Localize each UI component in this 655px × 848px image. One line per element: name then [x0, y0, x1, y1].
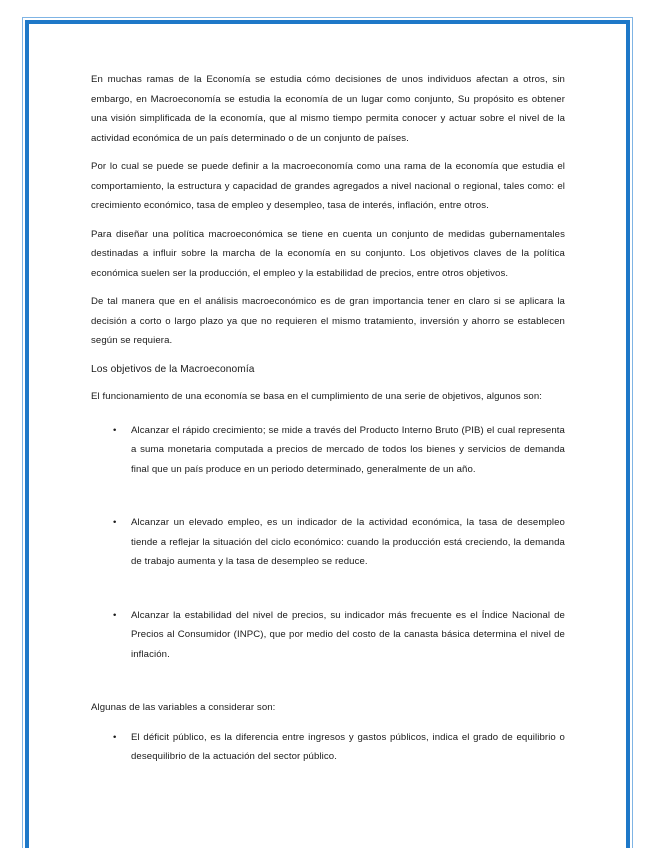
section-heading: Los objetivos de la Macroeconomía	[91, 363, 255, 375]
list-item	[91, 513, 565, 572]
paragraph: En muchas ramas de la Economía se estudia cómo decisiones de unos individuos afectan a otros, sin embargo, en Macroeconomía se estudia la economía de un lugar como conjunto, Su propósito es obtener una visión simplificada de la economía, que al mismo tiempo permita conocer y actuar sobre el nivel de la actividad económica de un país determinado o de un conjunto de países.	[91, 74, 565, 144]
paragraph: Por lo cual se puede se puede definir a la macroeconomía como una rama de la economía que estudia el comportamiento, la estructura y capacidad de grandes agregados a nivel nacional o regional, tales como: el crecimiento económico, tasa de empleo y desempleo, tasa de interés, inflación, entre otros.	[91, 161, 565, 211]
variables-intro: Algunas de las variables a considerar son:	[91, 702, 276, 713]
bullet-icon: •	[113, 517, 117, 528]
list-item-text: Alcanzar un elevado empleo, es un indicador de la actividad económica, la tasa de desempleo tiende a reflejar la situación del ciclo económico: cuando la producción está creciendo, la demanda de trabajo aumenta y la tasa de desempleo se reduce.	[131, 517, 565, 567]
bullet-icon: •	[113, 424, 117, 436]
list-item-text: Alcanzar el rápido crecimiento; se mide a través del Producto Interno Bruto (PIB) el cual representa a suma monetaria computada a precios de mercado de todos los bienes y servicios de demanda final que un país produce en un periodo determinado, generalmente de un año.	[131, 424, 565, 475]
list-item-text: El déficit público, es la diferencia entre ingresos y gastos públicos, indica el grado de equilibrio o desequilibrio de la actuación del sector público.	[131, 731, 565, 762]
paragraph: Para diseñar una política macroeconómica se tiene en cuenta un conjunto de medidas gubernamentales destinadas a influir sobre la marcha de la economía en su conjunto. Los objetivos claves de la política económica suelen ser la producción, el empleo y la estabilidad de precios, entre otros objetivos.	[91, 228, 565, 279]
bullet-icon: •	[113, 731, 117, 743]
list-item	[91, 421, 565, 480]
list-item	[91, 728, 565, 767]
objectives-intro: El funcionamiento de una economía se basa en el cumplimiento de una serie de objetivos, algunos son:	[91, 391, 543, 402]
paragraph: De tal manera que en el análisis macroeconómico es de gran importancia tener en claro si se aplicara la decisión a corto o largo plazo ya que no requieren el mismo tratamiento, inversión y ahorro se establecen según se requiera.	[91, 296, 565, 346]
document-body	[91, 70, 565, 767]
list-item-text: Alcanzar la estabilidad del nivel de precios, su indicador más frecuente es el Índice Nacional de Precios al Consumidor (INPC), que por medio del costo de la canasta básica determina el nivel de inflación.	[131, 609, 565, 660]
variables-list	[91, 728, 565, 767]
objectives-list	[91, 421, 565, 665]
bullet-icon: •	[113, 609, 117, 621]
list-item	[91, 606, 565, 665]
